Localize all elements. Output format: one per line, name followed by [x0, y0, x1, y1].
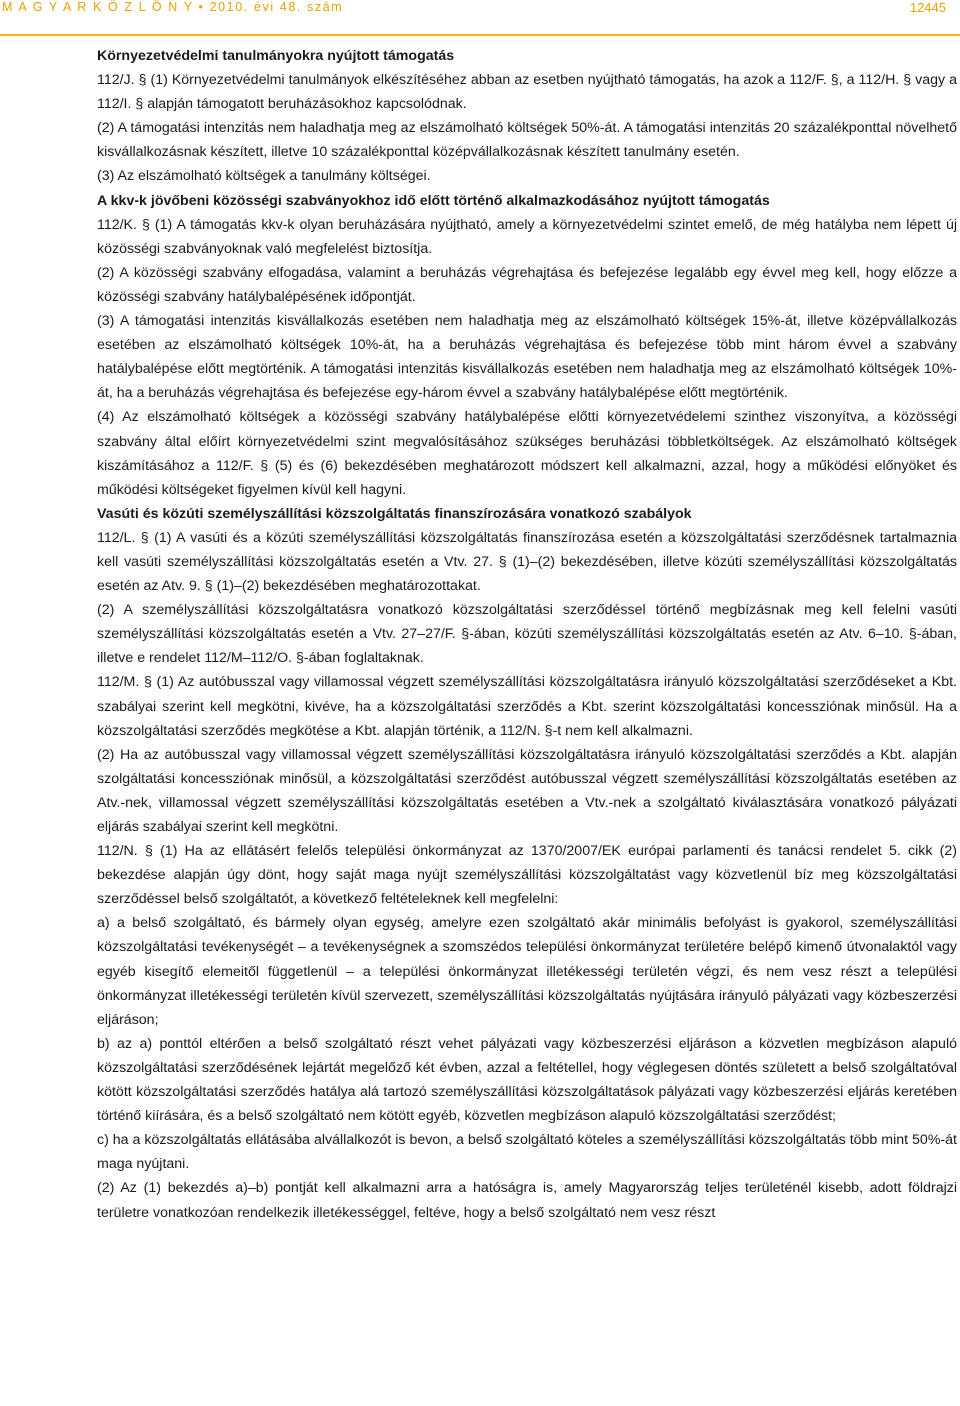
paragraph: 112/M. § (1) Az autóbusszal vagy villamossal végzett személyszállítási közszolgáltatásra irányuló közszolgáltatási szerződéseket a Kbt. szabályai szerint kell megkötni, kivéve, ha a közszolgáltatási szerződés a Kbt. szerint közszolgáltatási koncessziónak minősül. Ha a közszolgáltatási szerződés megkötése a Kbt. alapján történik, a 112/N. §-t nem kell alkalmazni.: [97, 674, 957, 739]
paragraph: 112/L. § (1) A vasúti és a közúti személyszállítási közszolgáltatás finanszírozása esetén a közszolgáltatási szerződésnek tartalmaznia kell vasúti személyszállítási közszolgáltatás esetén a Vtv. 27. § (1)–(2) bekezdésében, illetve közúti személyszállítási közszolgáltatás esetén az Atv. 9. § (1)–(2) bekezdésében meghatározottakat.: [97, 529, 957, 595]
journal-title: M A G Y A R K Ö Z L Ö N Y • 2010. évi 48. szám: [2, 0, 344, 14]
paragraph: (3) A támogatási intenzitás kisvállalkozás esetében nem haladhatja meg az elszámolható költségek 15%-át, illetve középvállalkozás esetében az elszámolható költségek 10%-át, ha a beruházás végrehajtása és befejezése több mint három évvel a szabvány hatálybalépése előtt megtörténik. A támogatási intenzitás kisvállalkozás esetében nem haladhatja meg az elszámolható költségek 10%-át, ha a beruházás végrehajtása és befejezése egy-három évvel a szabvány hatálybalépése előtt megtörténik.: [97, 313, 957, 402]
section-heading: Vasúti és közúti személyszállítási közszolgáltatás finanszírozására vonatkozó szabályok: [97, 505, 692, 522]
paragraph: (2) Ha az autóbusszal vagy villamossal végzett személyszállítási közszolgáltatásra irányuló közszolgáltatási szerződés a Kbt. alapján szolgáltatási koncessziónak minősül, a közszolgáltatási szerződést autóbusszal végzett személyszállítási közszolgáltatás esetében az Atv.-nek, villamossal végzett személyszállítási közszolgáltatás esetében a Vtv.-nek a szolgáltató kiválasztására vonatkozó pályázati eljárás szabályai szerint kell megkötni.: [97, 746, 957, 835]
paragraph: (2) A közösségi szabvány elfogadása, valamint a beruházás végrehajtása és befejezése legalább egy évvel meg kell, hogy előzze a közösségi szabvány hatálybalépésének időpontját.: [97, 264, 957, 305]
paragraph: c) ha a közszolgáltatás ellátásába alvállalkozót is bevon, a belső szolgáltató köteles a személyszállítási közszolgáltatás több mint 50%-át maga nyújtani.: [97, 1132, 957, 1173]
paragraph: (3) Az elszámolható költségek a tanulmány költségei.: [97, 168, 431, 185]
paragraph: (2) A támogatási intenzitás nem haladhatja meg az elszámolható költségek 50%-át. A támogatási intenzitás 20 százalékponttal növelhető kisvállalkozásnak készített, illetve 10 százalékponttal középvállalkozásnak készített tanulmány esetén.: [97, 120, 957, 161]
page-number: 12445: [909, 0, 946, 15]
paragraph: a) a belső szolgáltató, és bármely olyan egység, amelyre ezen szolgáltató akár minimális befolyást is gyakorol, személyszállítási közszolgáltatási tevékenységét – a tevékenységnek a szomszédos települési önkormányzat területére belépő kimenő útvonalaktól vagy egyéb kisegítő elemeitől függetlenül – a települési önkormányzat illetékességi területén végzi, és nem vesz részt a települési önkormányzat illetékességi területén kívül szervezett, személyszállítási közszolgáltatás nyújtására irányuló pályázati vagy közbeszerzési eljáráson;: [97, 915, 957, 1028]
paragraph: 112/N. § (1) Ha az ellátásért felelős települési önkormányzat az 1370/2007/EK európai parlamenti és tanácsi rendelet 5. cikk (2) bekezdése alapján úgy dönt, hogy saját maga nyújt személyszállítási közszolgáltatást vagy közvetlenül bíz meg közszolgáltatási szerződéssel belső szolgáltatót, a következő feltételeknek kell megfelelni:: [97, 843, 957, 908]
paragraph: b) az a) ponttól eltérően a belső szolgáltató részt vehet pályázati vagy közbeszerzési eljáráson a közvetlen megbízáson alapuló közszolgáltatási szerződésének lejártát megelőző két évben, azzal a feltétellel, hogy véglegesen döntés született a belső szolgáltatóval kötött közszolgáltatási szerződés hatálya alá tartozó személyszállítási közszolgáltatások pályázati vagy közbeszerzési eljárás keretében történő kiírására, és a belső szolgáltató nem kötött egyéb, közvetlen megbízáson alapuló közszolgáltatási szerződést;: [97, 1035, 957, 1125]
section-heading: A kkv-k jövőbeni közösségi szabványokhoz idő előtt történő alkalmazkodásához nyújtott támogatás: [97, 192, 770, 209]
paragraph: (2) Az (1) bekezdés a)–b) pontját kell alkalmazni arra a hatóságra is, amely Magyarország teljes területénél kisebb, adott földrajzi területre vonatkozóan rendelkezik illetékességgel, feltéve, hogy a belső szolgáltató nem vesz részt: [97, 1180, 957, 1221]
page-header: [0, 0, 960, 36]
section-heading: Környezetvédelmi tanulmányokra nyújtott támogatás: [97, 48, 455, 64]
paragraph: (4) Az elszámolható költségek a közösségi szabvány hatálybalépése előtti környezetvédelemi szinthez viszonyítva, a közösségi szabvány által előírt környezetvédelmi szint megvalósításához szükséges beruházási többletköltségek. Az elszámolható költségek kiszámításához a 112/F. § (5) és (6) bekezdésében meghatározott módszert kell alkalmazni, azzal, hogy a működési előnyöket és működési költségeket figyelmen kívül kell hagyni.: [97, 409, 957, 498]
document-body: [97, 44, 957, 1225]
paragraph: (2) A személyszállítási közszolgáltatásra vonatkozó közszolgáltatási szerződéssel történő megbízásnak meg kell felelni vasúti személyszállítási közszolgáltatás esetén a Vtv. 27–27/F. §-ában, közúti személyszállítási közszolgáltatás esetén az Atv. 6–10. §-ában, illetve e rendelet 112/M–112/O. §-ában foglaltaknak.: [97, 602, 957, 667]
paragraph: 112/J. § (1) Környezetvédelmi tanulmányok elkészítéséhez abban az esetben nyújtható támogatás, ha azok a 112/F. §, a 112/H. § vagy a 112/I. § alapján támogatott beruházásokhoz kapcsolódnak.: [97, 72, 957, 113]
paragraph: 112/K. § (1) A támogatás kkv-k olyan beruházására nyújtható, amely a környezetvédelmi szintet emelő, de még hatályba nem lépett új közösségi szabványoknak való megfelelést biztosítja.: [97, 216, 957, 257]
